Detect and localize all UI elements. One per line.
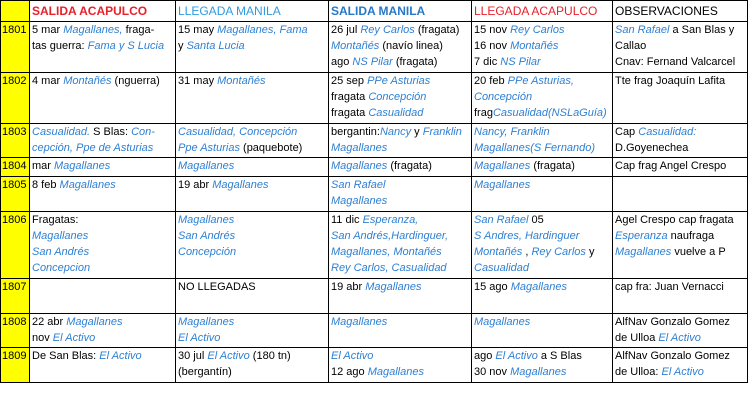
cell-line (474, 73, 610, 89)
cell-line (32, 228, 173, 244)
cell-llegada-manila[interactable] (176, 158, 329, 177)
year-cell[interactable]: 1807 (1, 279, 30, 314)
cell-line (331, 348, 469, 364)
cell-llegada-manila[interactable] (176, 279, 329, 314)
cell-text: 16 nov (474, 40, 511, 52)
cell-line (331, 177, 469, 193)
ship-name-text: Magallanes (474, 160, 531, 172)
cell-line (178, 124, 326, 140)
cell-line (178, 330, 326, 346)
cell-line (474, 158, 610, 174)
cell-line (474, 260, 610, 276)
cell-line (32, 38, 173, 54)
header-salida-manila[interactable]: SALIDA MANILA (329, 1, 472, 22)
cell-llegada-acapulco[interactable] (472, 158, 613, 177)
cell-line (331, 260, 469, 276)
year-cell[interactable]: 1804 (1, 158, 30, 177)
cell-line (178, 314, 326, 330)
cell-llegada-acapulco[interactable] (472, 73, 613, 124)
ship-name-text: El Activo (178, 332, 221, 344)
ship-name-text: San Rafael (615, 24, 670, 36)
cell-text: fragata (331, 91, 369, 103)
cell-line (178, 212, 326, 228)
ship-name-text: El Activo (52, 332, 96, 344)
cell-llegada-manila[interactable] (176, 314, 329, 348)
cell-line (615, 38, 745, 54)
year-cell[interactable]: 1805 (1, 177, 30, 212)
cell-text: fraga- (122, 24, 155, 36)
ship-name-text: Montañés (63, 75, 112, 87)
ship-name-text: Con- (131, 126, 155, 138)
cell-text: S Blas: (90, 126, 132, 138)
ship-name-text: Casualidad, Concepción (178, 126, 298, 138)
cell-llegada-manila[interactable] (176, 73, 329, 124)
ship-name-text: Franklin (422, 126, 462, 138)
ship-name-text: Magallanes (474, 179, 531, 191)
header-year-cell[interactable] (1, 1, 30, 22)
cell-text: D.Goyenechea (615, 142, 689, 154)
cell-line (474, 140, 610, 156)
cell-line (331, 73, 469, 89)
cell-text: Cap (615, 126, 639, 138)
cell-line (474, 244, 610, 260)
cell-text: frag (474, 107, 493, 119)
cell-text: Tte frag Joaquín Lafita (615, 75, 726, 87)
table-row (1, 212, 748, 279)
cell-text: tas guerra: (32, 40, 88, 52)
cell-observaciones[interactable] (613, 348, 748, 383)
cell-text: y (178, 40, 187, 52)
cell-line (474, 105, 610, 121)
table-row (1, 314, 748, 348)
ship-name-text: El Activo (99, 350, 142, 362)
cell-line (32, 73, 173, 89)
cell-llegada-acapulco[interactable] (472, 348, 613, 383)
cell-text: ago (331, 56, 353, 68)
cell-line (178, 158, 326, 174)
ship-name-text: Magallanes (510, 366, 567, 378)
cell-line (331, 22, 469, 38)
cell-salida-manila[interactable] (329, 73, 472, 124)
cell-llegada-acapulco[interactable] (472, 212, 613, 279)
cell-line (331, 89, 469, 105)
header-observaciones[interactable]: OBSERVACIONES (613, 1, 748, 22)
cell-line (615, 73, 745, 89)
ship-name-text: Casualidad: (638, 126, 697, 138)
cell-llegada-manila[interactable] (176, 22, 329, 73)
cell-text: (paquebote) (239, 142, 303, 154)
cell-text: y (585, 246, 595, 258)
cell-salida-manila[interactable] (329, 177, 472, 212)
cell-salida-manila[interactable] (329, 212, 472, 279)
ship-name-text: Magallanes, (63, 24, 123, 36)
cell-text: 15 nov (474, 24, 511, 36)
ship-name-text: Magallanes (178, 214, 235, 226)
cell-text: naufraga (667, 230, 715, 242)
header-row (1, 1, 748, 22)
table-row (1, 22, 748, 73)
cell-salida-acapulco[interactable] (30, 279, 176, 314)
cell-salida-acapulco[interactable] (30, 212, 176, 279)
cell-text: 30 nov (474, 366, 511, 378)
ship-name-text: Ppe Asturias (178, 142, 240, 154)
cell-text: 30 jul (178, 350, 208, 362)
ship-name-text: S Andres, Hardinguer (474, 230, 580, 242)
cell-line (615, 314, 745, 330)
ship-name-text: Rey Carlos (510, 24, 565, 36)
cell-text: (navío linea) (379, 40, 443, 52)
cell-line (32, 22, 173, 38)
cell-text: , (522, 246, 532, 258)
cell-text: NO LLEGADAS (178, 281, 256, 293)
ship-name-text: Magallanes (510, 281, 567, 293)
cell-llegada-manila[interactable] (176, 348, 329, 383)
cell-text: 7 dic (474, 56, 501, 68)
cell-line (474, 177, 610, 193)
cell-text: (fragata) (392, 56, 438, 68)
cell-line (331, 228, 469, 244)
cell-text: 22 abr (32, 316, 67, 328)
ship-name-text: Santa Lucia (186, 40, 245, 52)
ship-name-text: Magallanes (66, 316, 123, 328)
header-salida-acapulco[interactable]: SALIDA ACAPULCO (30, 1, 176, 22)
year-cell[interactable]: 1802 (1, 73, 30, 124)
cell-salida-manila[interactable] (329, 22, 472, 73)
cell-line (474, 212, 610, 228)
ship-name-text: Magallanes (32, 230, 89, 242)
cell-llegada-manila[interactable] (176, 212, 329, 279)
cell-line (615, 330, 745, 346)
ship-name-text: Casualidad (474, 262, 530, 274)
ship-name-text: Magallanes (615, 246, 672, 258)
cell-line (474, 22, 610, 38)
cell-line (474, 348, 610, 364)
cell-line (331, 244, 469, 260)
cell-text: 12 ago (331, 366, 368, 378)
cell-line (32, 212, 173, 228)
cell-llegada-acapulco[interactable] (472, 279, 613, 314)
ship-name-text: San Andrés (178, 230, 236, 242)
cell-line (474, 38, 610, 54)
ship-name-text: Casualidad (368, 107, 424, 119)
cell-salida-manila[interactable] (329, 314, 472, 348)
cell-line (331, 124, 469, 140)
cell-line (32, 314, 173, 330)
cell-line (331, 105, 469, 121)
cell-line (331, 193, 469, 209)
cell-text: vuelve a P (671, 246, 726, 258)
ship-name-text: Montañés (217, 75, 266, 87)
cell-text: de Ulloa (615, 332, 659, 344)
cell-text: mar (32, 160, 54, 172)
cell-line (615, 212, 745, 228)
cell-line (615, 228, 745, 244)
ship-name-text: San Rafael (474, 214, 529, 226)
cell-llegada-acapulco[interactable] (472, 124, 613, 158)
cell-text: (180 tn) (249, 350, 291, 362)
cell-text: AlfNav Gonzalo Gomez (615, 350, 730, 362)
cell-text: 8 feb (32, 179, 60, 191)
cell-line (178, 140, 326, 156)
ship-name-text: Concepción (368, 91, 427, 103)
cell-observaciones[interactable] (613, 73, 748, 124)
cell-text: 05 (528, 214, 544, 226)
cell-line (615, 279, 745, 295)
ship-name-text: San Andrés (32, 246, 90, 258)
ship-name-text: Magallanes (59, 179, 116, 191)
table-row (1, 73, 748, 124)
cell-line (178, 38, 326, 54)
cell-line (32, 124, 173, 140)
cell-line (331, 364, 469, 380)
cell-text: (bergantín) (178, 366, 232, 378)
ship-name-text: Concepción (474, 91, 533, 103)
cell-line (331, 140, 469, 156)
cell-text: (nguerra) (111, 75, 160, 87)
cell-line (32, 158, 173, 174)
cell-text: 11 dic (331, 214, 363, 226)
cell-text: ago (474, 350, 496, 362)
cell-salida-manila[interactable] (329, 348, 472, 383)
cell-line (331, 54, 469, 70)
ship-name-text: Magallanes (178, 316, 235, 328)
ship-name-text: cepción, Ppe de Asturias (32, 142, 154, 154)
table-body (1, 22, 748, 383)
cell-salida-manila[interactable] (329, 158, 472, 177)
cell-observaciones[interactable] (613, 22, 748, 73)
ship-name-text: Rey Carlos (531, 246, 586, 258)
ship-name-text: Magallanes (331, 160, 388, 172)
ship-name-text: Casualidad(NSLaGuía) (492, 107, 607, 119)
cell-text: 19 abr (331, 281, 366, 293)
cell-text: a S Blas (537, 350, 582, 362)
cell-line (474, 364, 610, 380)
cell-text: 5 mar (32, 24, 64, 36)
cell-text: de Ulloa: (615, 366, 662, 378)
cell-line (615, 158, 745, 174)
cell-salida-acapulco[interactable] (30, 177, 176, 212)
ship-name-text: Magallanes (212, 179, 269, 191)
cell-observaciones[interactable] (613, 177, 748, 212)
ship-name-text: Rey Carlos, Casualidad (331, 262, 447, 274)
ship-name-text: PPe Asturias (367, 75, 431, 87)
table-row (1, 124, 748, 158)
cell-line (474, 54, 610, 70)
cell-text: 26 jul (331, 24, 361, 36)
cell-line (178, 348, 326, 364)
cell-observaciones[interactable] (613, 158, 748, 177)
cell-observaciones[interactable] (613, 212, 748, 279)
cell-line (32, 177, 173, 193)
cell-text: Callao (615, 40, 647, 52)
ship-name-text: Magallanes (474, 316, 531, 328)
cell-line (178, 364, 326, 380)
ship-name-text: Magallanes, Montañés (331, 246, 442, 258)
cell-salida-manila[interactable] (329, 124, 472, 158)
cell-line (331, 314, 469, 330)
ship-name-text: Nancy (379, 126, 412, 138)
cell-observaciones[interactable] (613, 314, 748, 348)
cell-line (615, 140, 745, 156)
ship-name-text: Magallanes (365, 281, 422, 293)
header-llegada-acapulco[interactable]: LLEGADA ACAPULCO (472, 1, 613, 22)
cell-salida-acapulco[interactable] (30, 124, 176, 158)
ship-name-text: El Activo (658, 332, 701, 344)
cell-line (32, 244, 173, 260)
ship-name-text: Magallanes (331, 316, 388, 328)
cell-line (474, 89, 610, 105)
cell-line (32, 140, 173, 156)
cell-llegada-manila[interactable] (176, 124, 329, 158)
ship-name-text: Esperanza (615, 230, 668, 242)
cell-text: 4 mar (32, 75, 64, 87)
year-cell[interactable]: 1806 (1, 212, 30, 279)
year-cell[interactable]: 1808 (1, 314, 30, 348)
cell-line (32, 330, 173, 346)
cell-line (615, 244, 745, 260)
cell-salida-acapulco[interactable] (30, 314, 176, 348)
cell-text: (fragata) (387, 160, 432, 172)
cell-line (178, 244, 326, 260)
cell-text: AlfNav Gonzalo Gomez (615, 316, 730, 328)
cell-line (178, 22, 326, 38)
ship-name-text: NS Pilar (500, 56, 541, 68)
table-row (1, 279, 748, 314)
cell-text: y (411, 126, 423, 138)
cell-line (178, 177, 326, 193)
cell-llegada-acapulco[interactable] (472, 22, 613, 73)
cell-line (32, 260, 173, 276)
cell-text: cap fra: Juan Vernacci (615, 281, 724, 293)
cell-observaciones[interactable] (613, 124, 748, 158)
cell-line (615, 54, 745, 70)
cell-line (615, 124, 745, 140)
cell-line (331, 38, 469, 54)
cell-llegada-acapulco[interactable] (472, 177, 613, 212)
cell-text: nov (32, 332, 53, 344)
cell-line (178, 279, 326, 295)
cell-line (331, 158, 469, 174)
table-row (1, 348, 748, 383)
cell-line (615, 364, 745, 380)
ship-name-text: Rey Carlos (360, 24, 415, 36)
cell-text: 15 ago (474, 281, 511, 293)
cell-line (474, 279, 610, 295)
cell-text: fragata (331, 107, 369, 119)
cell-line (474, 314, 610, 330)
cell-line (615, 22, 745, 38)
ship-name-text: El Activo (331, 350, 374, 362)
cell-text: 20 feb (474, 75, 508, 87)
ship-name-text: Magallanes (331, 142, 388, 154)
cell-salida-manila[interactable] (329, 279, 472, 314)
cell-text: Agel Crespo cap fragata (615, 214, 734, 226)
cell-text: 25 sep (331, 75, 368, 87)
cell-text: (fragata) (414, 24, 460, 36)
cell-salida-acapulco[interactable] (30, 158, 176, 177)
cell-line (331, 212, 469, 228)
cell-text: Cap frag Angel Crespo (615, 160, 727, 172)
cell-observaciones[interactable] (613, 279, 748, 314)
cell-text: Fragatas: (32, 214, 79, 226)
cell-line (32, 348, 173, 364)
cell-text: bergantin: (331, 126, 380, 138)
cell-salida-acapulco[interactable] (30, 22, 176, 73)
year-cell[interactable]: 1801 (1, 22, 30, 73)
ship-name-text: El Activo (207, 350, 250, 362)
ship-name-text: Montañés (510, 40, 559, 52)
cell-salida-acapulco[interactable] (30, 73, 176, 124)
table-row (1, 177, 748, 212)
ship-name-text: NS Pilar (352, 56, 393, 68)
cell-llegada-acapulco[interactable] (472, 314, 613, 348)
cell-text: Cnav: Fernand Valcarcel (615, 56, 736, 68)
ship-name-text: PPe Asturias, (507, 75, 574, 87)
ship-name-text: Nancy, Franklin (474, 126, 550, 138)
year-cell[interactable]: 1803 (1, 124, 30, 158)
ship-name-text: Magallanes(S Fernando) (474, 142, 596, 154)
ship-name-text: San Andrés,Hardinguer, (331, 230, 448, 242)
cell-text: (fragata) (530, 160, 575, 172)
ship-name-text: Magallanes (367, 366, 424, 378)
ship-name-text: Concepcion (32, 262, 91, 274)
table-row (1, 158, 748, 177)
ship-name-text: El Activo (495, 350, 538, 362)
ship-name-text: Fama y S Lucia (87, 40, 165, 52)
ship-name-text: Concepción (178, 246, 237, 258)
cell-line (474, 228, 610, 244)
cell-text: 15 may (178, 24, 218, 36)
ship-name-text: Magallanes (178, 160, 235, 172)
ship-name-text: Magallanes (54, 160, 111, 172)
cell-line (474, 124, 610, 140)
cell-line (178, 228, 326, 244)
cell-line (178, 73, 326, 89)
ship-name-text: Montañés (474, 246, 523, 258)
ship-name-text: San Rafael (331, 179, 386, 191)
cell-salida-acapulco[interactable] (30, 348, 176, 383)
ship-name-text: Casualidad. (32, 126, 91, 138)
cell-text: 31 may (178, 75, 218, 87)
cell-text: 19 abr (178, 179, 213, 191)
cell-line (331, 279, 469, 295)
ship-name-text: Magallanes, Fama (217, 24, 308, 36)
ship-name-text: El Activo (661, 366, 704, 378)
ship-name-text: Montañés (331, 40, 380, 52)
cell-line (615, 348, 745, 364)
ship-name-text: Magallanes (331, 195, 388, 207)
ship-name-text: Esperanza, (362, 214, 419, 226)
year-cell[interactable]: 1809 (1, 348, 30, 383)
cell-text: a San Blas y (669, 24, 735, 36)
header-llegada-manila[interactable]: LLEGADA MANILA (176, 1, 329, 22)
cell-text: De San Blas: (32, 350, 100, 362)
cell-llegada-manila[interactable] (176, 177, 329, 212)
